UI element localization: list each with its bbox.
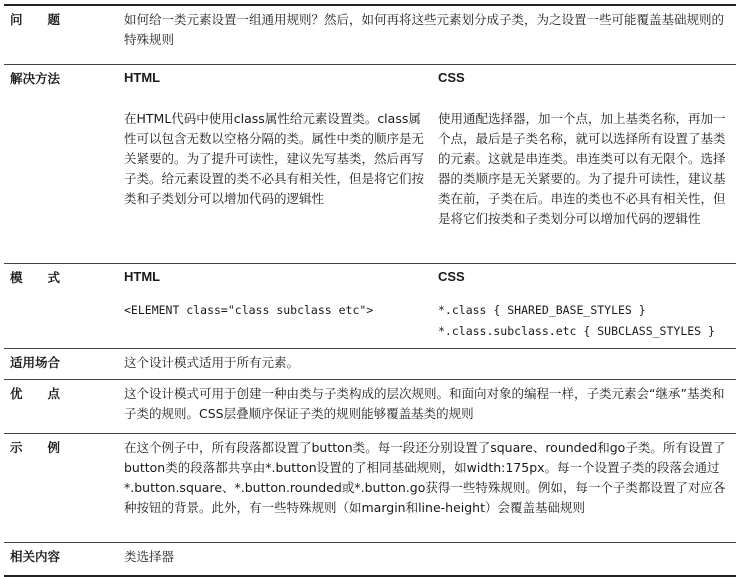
row-label-example: 示 例 [4,434,116,543]
row-label-solution: 解决方法 [4,65,116,264]
row-label-pattern: 模 式 [4,264,116,349]
related-text: 类选择器 [116,543,736,577]
row-label-question: 问 题 [4,5,116,65]
pattern-css-heading: CSS [438,269,465,284]
solution-css-heading: CSS [438,70,465,85]
row-question [4,5,736,65]
advantages-text: 这个设计模式可用于创建一种由类与子类构成的层次规则。和面向对象的编程一样，子类元素会“继承”基类和子类的规则。CSS层叠顺序保证子类的规则能够覆盖基类的规则 [116,380,736,434]
row-label-related: 相关内容 [4,543,116,577]
solution-css-text: 使用通配选择器，加一个点，加上基类名称，再加一个点，最后是子类名称，就可以选择所有设置了基类的元素。这就是串连类。串连类可以有无限个。选择器的类顺序是无关紧要的。为了提升可读性，建议基类在前，子类在后。串连的类也不必具有相关性，但是将它们按类和子类划分可以增加代码的逻辑性 [438,111,726,226]
pattern-css-code-line-1: *.class { SHARED_BASE_STYLES } [438,303,646,317]
row-pattern [4,264,736,349]
pattern-content [116,264,736,349]
row-label-applicability: 适用场合 [4,349,116,380]
row-applicability [4,349,736,380]
row-solution [4,65,736,264]
example-text: 在这个例子中，所有段落都设置了button类。每一段还分别设置了square、rounded和go子类。所有设置了button类的段落都共享由*.button设置的了相同基础规则，如width:175px。每一个设置子类的段落会通过*.button.square、*.button.rounded或*.button.go获得一些特殊规则。例如，每一个子类都设置了对应各种按钮的背景。此外，有一些特殊规则（如margin和line-height）会覆盖基础规则 [116,434,736,543]
applicability-text: 这个设计模式适用于所有元素。 [116,349,736,380]
solution-content [116,65,736,264]
pattern-html-heading: HTML [124,269,161,284]
question-text: 如何给一类元素设置一组通用规则？然后，如何再将这些元素划分成子类，为之设置一些可能覆盖基础规则的特殊规则 [116,5,736,65]
solution-html-heading: HTML [124,70,161,85]
row-label-advantages: 优 点 [4,380,116,434]
pattern-html-code: <ELEMENT class="class subclass etc"> [124,303,374,317]
pattern-css-code-line-2: *.class.subclass.etc { SUBCLASS_STYLES } [438,324,715,338]
design-pattern-table [4,4,736,577]
row-example [4,434,736,543]
solution-html-text: 在HTML代码中使用class属性给元素设置类。class属性可以包含无数以空格分隔的类。属性中类的顺序是无关紧要的。为了提升可读性，建议先写基类，然后再写子类。给元素设置的类不必具有相关性，但是将它们按类和子类划分可以增加代码的逻辑性 [124,111,425,206]
row-related [4,543,736,577]
row-advantages [4,380,736,434]
